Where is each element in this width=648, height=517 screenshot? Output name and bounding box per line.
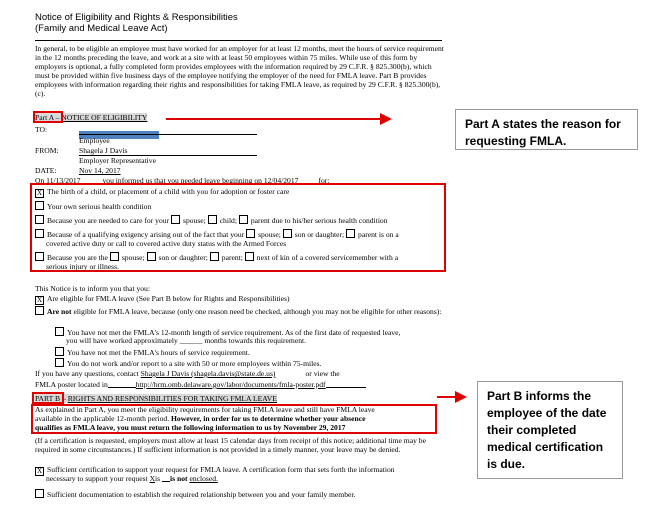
svc-son-label: son or daughter; <box>158 253 208 262</box>
reason-servicemember-label: Because you are the <box>47 253 108 262</box>
on-date: On 11/13/2017 <box>35 176 81 185</box>
employee-label: Employee <box>79 136 110 145</box>
inform-text: This Notice is to inform you that you: <box>35 284 150 293</box>
reason-exigency-label: Because of a qualifying exigency arising out of the fact that your <box>47 230 245 239</box>
part-b-p2: (If a certification is requested, employers must allow at least 15 calendar days from receipt of this notice; additional time may be required in some circumstances.) If sufficient information is not provided in a timely manner, your leave may be denied. <box>35 436 426 454</box>
ne-reason-1-cont: you will have worked approximately ______ months towards this requirement. <box>66 336 307 345</box>
to-label: TO: <box>35 125 48 134</box>
care-spouse-label: spouse; <box>182 216 206 225</box>
reason-birth-checkbox[interactable]: X <box>36 189 43 197</box>
eligible-label: Are eligible for FMLA leave (See Part B below for Rights and Responsibilities) <box>47 294 290 303</box>
svc-parent-label: parent; <box>221 253 243 262</box>
contact-link[interactable]: Shagela J Davis (shagela.davis@state.de.us) <box>140 369 276 378</box>
from-value: Shagela J Davis <box>79 146 128 155</box>
part-a-heading-text: NOTICE OF ELIGIBILITY <box>61 113 148 122</box>
cert-1-cont-label: necessary to support your request <box>46 474 148 483</box>
questions-text: If you have any questions, contact <box>35 369 139 378</box>
part-b-p1-line2-b: However, in order for us to determine whether your absence <box>171 414 366 423</box>
eligible-checkbox[interactable]: X <box>36 296 43 304</box>
part-b-p1-line1: As explained in Part A, you meet the eligibility requirements for taking FMLA leave and still have FMLA leave <box>35 405 375 414</box>
care-child-label: child; <box>219 216 237 225</box>
part-b-heading-text: RIGHTS AND RESPONSIBILITIES FOR TAKING FMLA LEAVE <box>67 394 277 403</box>
ne-reason-1-label: You have not met the FMLA's 12-month length of service requirement. As of the first date of requested leave, <box>67 328 401 337</box>
part-b-label: PART B <box>35 394 61 403</box>
exigency-spouse-label: spouse; <box>258 230 281 239</box>
enclosed-label: enclosed. <box>189 474 218 483</box>
cert-2-label: Sufficient documentation to establish the required relationship between you and your family member. <box>47 490 356 499</box>
exigency-son-label: son or daughter; <box>294 230 345 239</box>
svc-spouse-label: spouse; <box>121 253 145 262</box>
due-date-text: qualifies as FMLA leave, you must return the following information to us by November 29, 2017 <box>35 423 346 432</box>
exigency-parent-label: parent is on a <box>358 230 399 239</box>
reason-servicemember-cont: serious injury or illness. <box>46 262 119 271</box>
reason-own-health-label: Your own serious health condition <box>47 202 152 211</box>
reason-care-family-label: Because you are needed to care for your <box>47 216 170 225</box>
part-a-callout: Part A states the reason for requesting FMLA. <box>455 109 638 150</box>
not-eligible-label: eligible for FMLA leave, because (only one reason need be checked, although you may not be eligible for other reasons): <box>71 307 442 316</box>
from-label: FROM: <box>35 146 59 155</box>
cert-1-checkbox[interactable]: X <box>36 467 43 475</box>
title-line-1: Notice of Eligibility and Rights & Responsibilities <box>35 12 238 23</box>
ne-reason-3-label: You do not work and/or report to a site with 50 or more employees within 75-miles. <box>67 359 322 368</box>
poster-url-link[interactable]: http://hrm.omb.delaware.gov/labor/documents/fmla-poster.pdf <box>135 380 326 389</box>
title-line-2: (Family and Medical Leave Act) <box>35 23 168 34</box>
is-mark[interactable]: X <box>149 474 156 483</box>
is-not-label: is not <box>170 474 188 483</box>
intro-paragraph: In general, to be eligible an employee must have worked for an employer for at least 12 months, meet the hours of service requirement in the 12 months preceding the leave, and work at a site with at least 50 employees within 75 miles. While use of this form by employers is optional, a fully completed form provides employees with the information required by 29 C.F.R. § 825.300(b), which must be provided within five business days of the employee notifying the employer of the need for FMLA leave. Part B provides employees with information regarding their rights and responsibilities for taking FMLA leave, as required by 29 C.F.R. § 825.300(b), (c). <box>35 44 444 98</box>
for-text: for: <box>318 176 330 185</box>
part-a-label: Part A <box>35 113 54 122</box>
cert-1-label: Sufficient certification to support your request for FMLA leave. A certification form that sets forth the information <box>47 465 395 474</box>
part-b-dash: – <box>60 394 68 403</box>
employer-rep-label: Employer Representative <box>79 156 156 165</box>
date-value: Nov 14, 2017 <box>79 166 121 175</box>
questions-text-2: or view the <box>305 369 340 378</box>
part-a-dash: – <box>53 113 62 122</box>
informed-text: you informed us that you needed leave beginning on 12/04/2017 <box>102 176 299 185</box>
part-b-callout: Part B informs the employee of the date their completed medical certification is due. <box>477 381 623 479</box>
not-eligible-bold: Are not <box>47 307 72 316</box>
date-label: DATE: <box>35 166 57 175</box>
is-label: is <box>155 474 161 483</box>
poster-text: FMLA poster located in <box>35 380 108 389</box>
part-b-p1-line2-a: available in the applicable 12-month period. <box>35 414 172 423</box>
care-parent-label: parent due to his/her serious health condition <box>250 216 388 225</box>
reason-birth-label: The birth of a child, or placement of a child with you for adoption or foster care <box>47 187 290 196</box>
svc-kin-label: next of kin of a covered servicemember with a <box>256 253 399 262</box>
ne-reason-2-label: You have not met the FMLA's hours of service requirement. <box>67 348 250 357</box>
reason-exigency-cont: covered active duty or call to covered active duty status with the Armed Forces <box>46 239 287 248</box>
